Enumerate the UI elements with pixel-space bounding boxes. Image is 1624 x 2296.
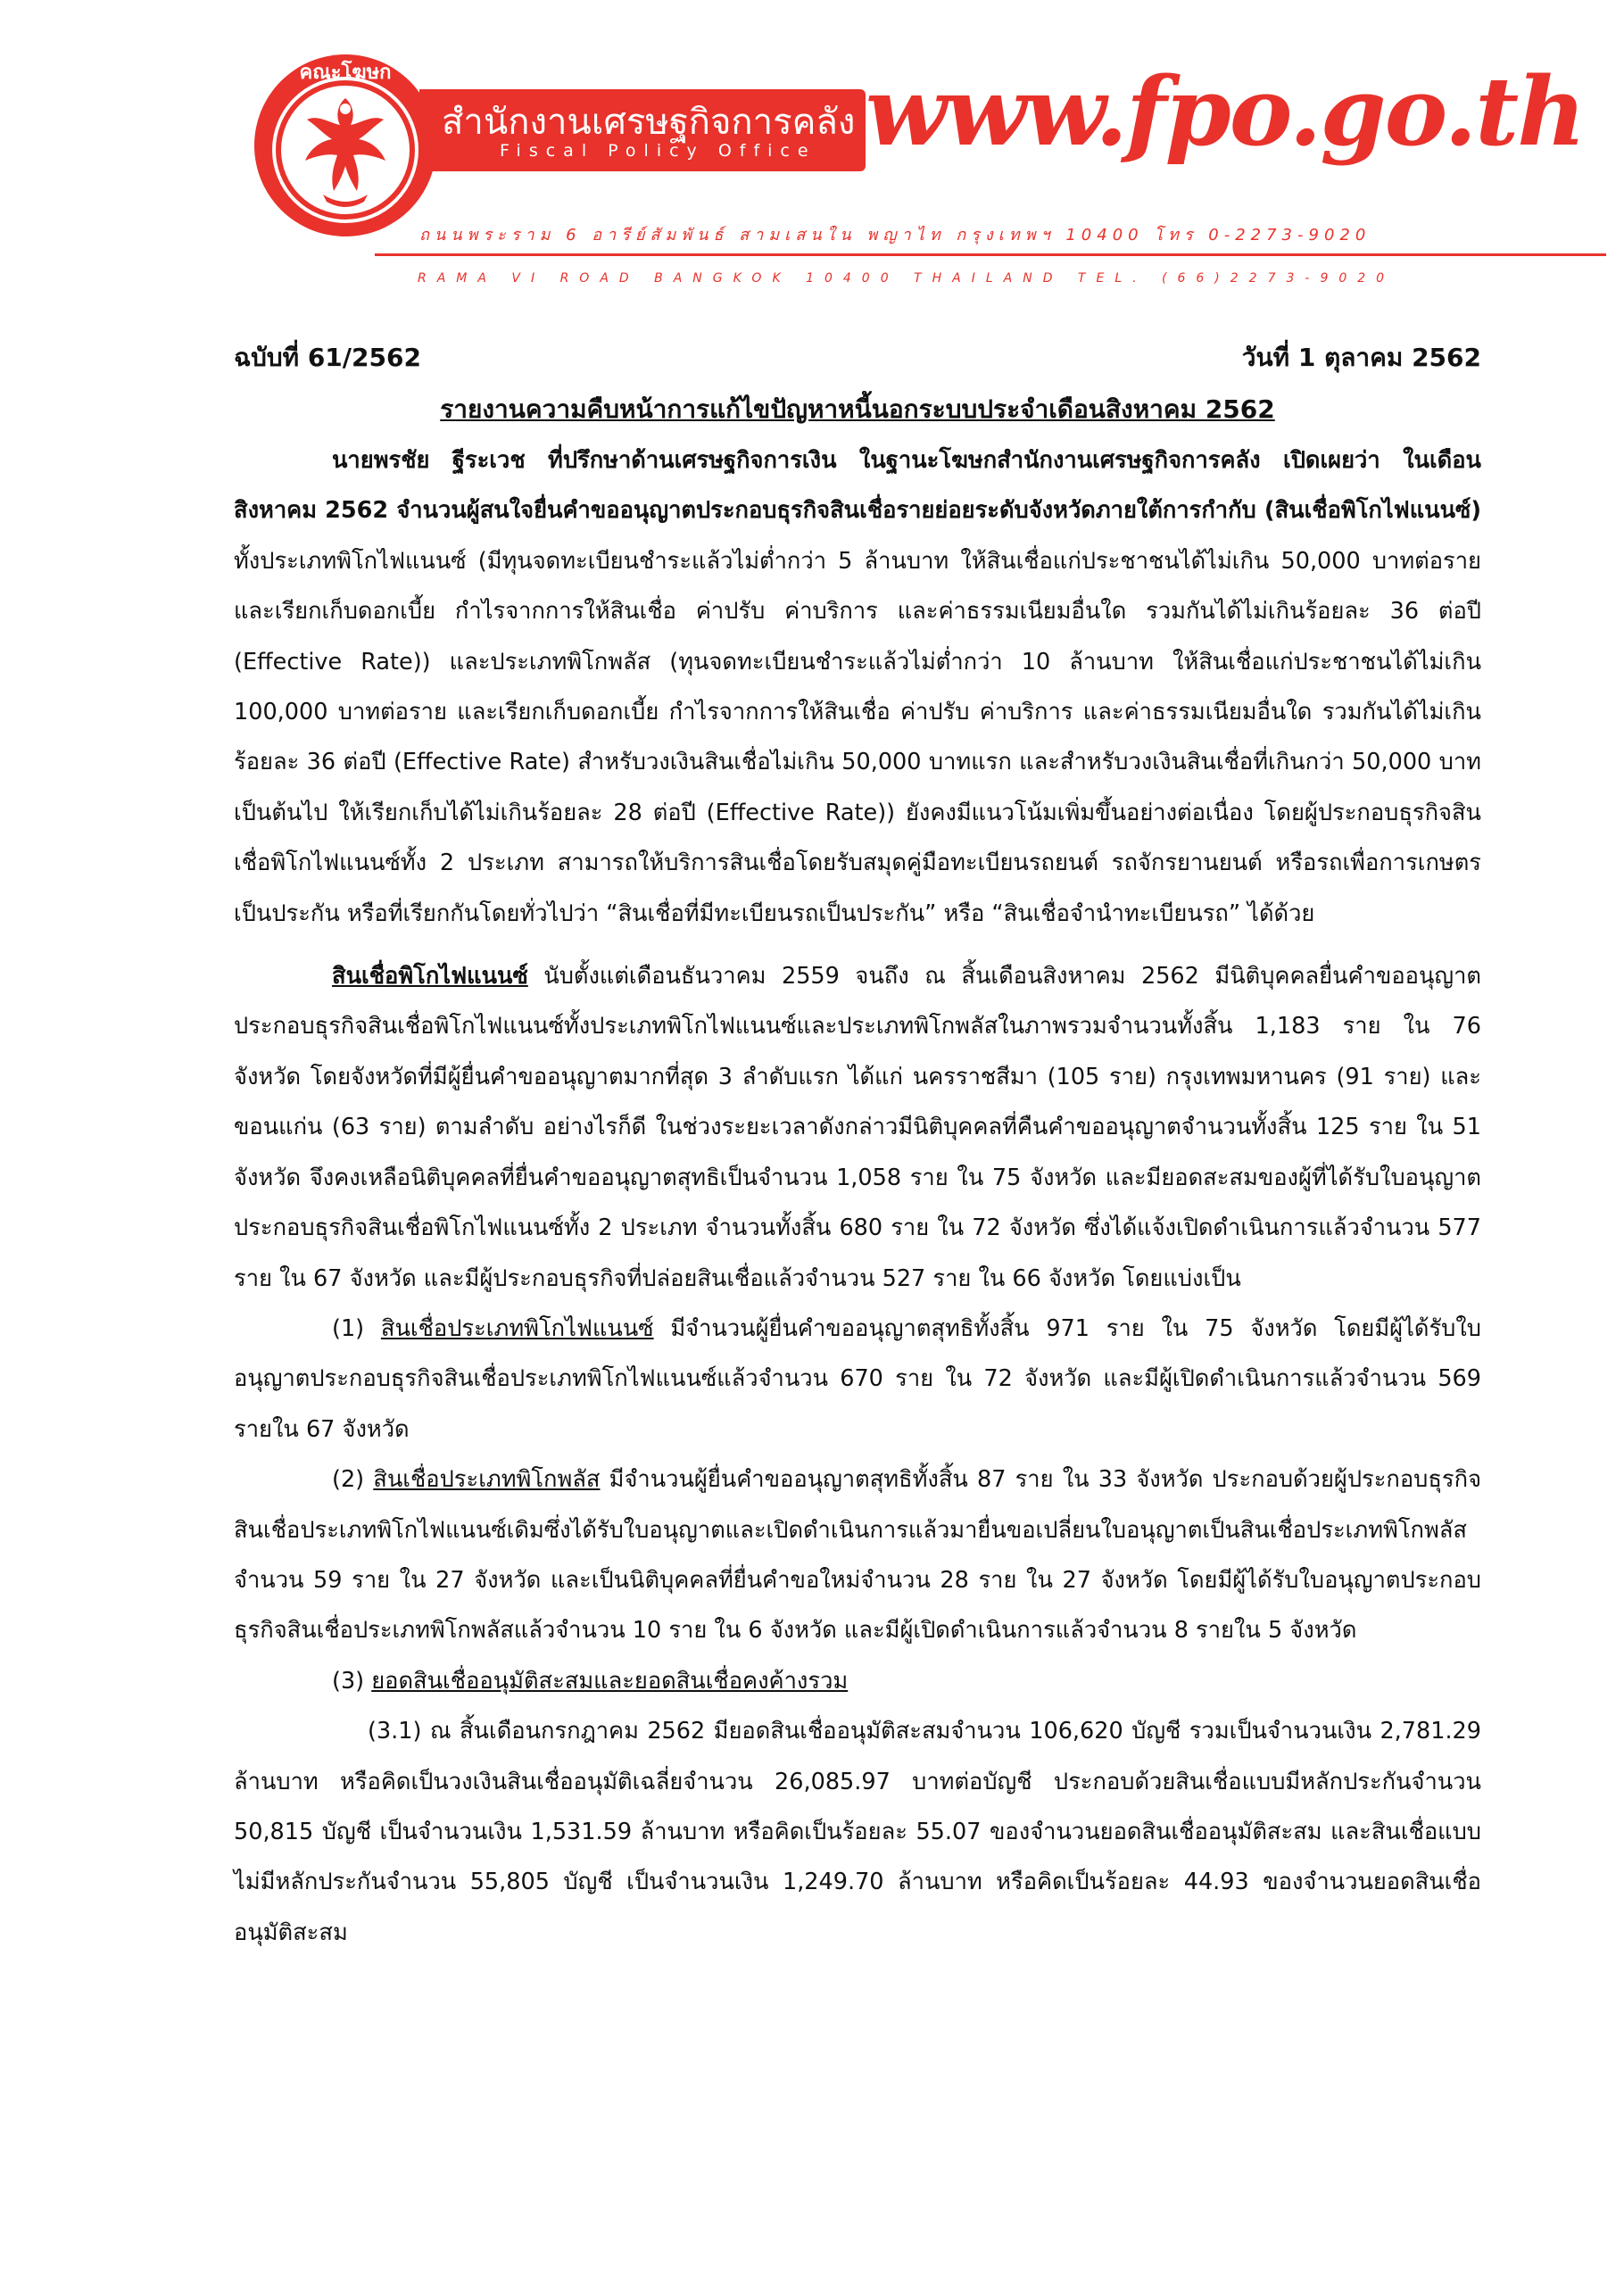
issue-number: ฉบับที่ 61/2562 [234,343,421,372]
pico-finance-heading: สินเชื่อพิโกไฟแนนซ์ [332,963,528,991]
letterhead [0,0,1624,303]
paragraph-pico-finance [234,951,1481,1304]
section-1-text: มีจำนวนผู้ยื่นคำขออนุญาตสุทธิทั้งสิ้น 971 ราย ใน 75 จังหวัด โดยมีผู้ได้รับใบอนุญาตประกอบธุรกิจสินเชื่อประเภทพิโกไฟแนนซ์แล้วจำนวน 670 ราย ใน 72 จังหวัด และมีผู้เปิดดำเนินการแล้วจำนวน 569 รายใน 67 จังหวัด [234,1314,1481,1443]
section-2-text: มีจำนวนผู้ยื่นคำขออนุญาตสุทธิทั้งสิ้น 87 ราย ใน 33 จังหวัด ประกอบด้วยผู้ประกอบธุรกิจสินเชื่อประเภทพิโกไฟแนนซ์เดิมซึ่งได้รับใบอนุญาตและเปิดดำเนินการแล้วมายื่นขอเปลี่ยนใบอนุญาตเป็นสินเชื่อประเภทพิโกพลัส จำนวน 59 ราย ใน 27 จังหวัด และเป็นนิติบุคคลที่ยื่นคำขอใหม่จำนวน 28 ราย ใน 27 จังหวัด โดยมีผู้ได้รับใบอนุญาตประกอบธุรกิจสินเชื่อประเภทพิโกพลัสแล้วจำนวน 10 ราย ใน 6 จังหวัด และมีผู้เปิดดำเนินการแล้วจำนวน 8 รายใน 5 จังหวัด [234,1466,1482,1645]
issue-date: วันที่ 1 ตุลาคม 2562 [1241,343,1481,372]
paragraph-section-3-1 [234,1706,1481,1958]
issue-meta-row [234,332,1481,384]
paragraph-section-1 [234,1304,1481,1455]
website-url[interactable]: www.fpo.go.th [866,55,1585,167]
address-english: RAMA VI ROAD BANGKOK 10400 THAILAND TEL. (66)2273-9020 [418,271,1396,286]
seal-text: คณะโฆษก [299,62,392,84]
section-3-number: (3) [332,1667,372,1695]
pico-finance-text: นับตั้งแต่เดือนธันวาคม 2559 จนถึง ณ สิ้นเดือนสิงหาคม 2562 มีนิติบุคคลยื่นคำขออนุญาตประกอบธุรกิจสินเชื่อพิโกไฟแนนซ์ทั้งประเภทพิโกไฟแนนซ์และประเภทพิโกพลัสในภาพรวมจำนวนทั้งสิ้น 1,183 ราย ใน 76 จังหวัด โดยจังหวัดที่มีผู้ยื่นคำขออนุญาตมากที่สุด 3 ลำดับแรก ได้แก่ นครราชสีมา (105 ราย) กรุงเทพมหานคร (91 ราย) และขอนแก่น (63 ราย) ตามลำดับ อย่างไรก็ดี ในช่วงระยะเวลาดังกล่าวมีนิติบุคคลที่คืนคำขออนุญาตจำนวนทั้งสิ้น 125 ราย ใน 51 จังหวัด จึงคงเหลือนิติบุคคลที่ยื่นคำขออนุญาตสุทธิเป็นจำนวน 1,058 ราย ใน 75 จังหวัด และมียอดสะสมของผู้ที่ได้รับใบอนุญาตประกอบธุรกิจสินเชื่อพิโกไฟแนนซ์ทั้ง 2 ประเภท จำนวนทั้งสิ้น 680 ราย ใน 72 จังหวัด ซึ่งได้แจ้งเปิดดำเนินการแล้วจำนวน 577 ราย ใน 67 จังหวัด และมีผู้ประกอบธุรกิจที่ปล่อยสินเชื่อแล้วจำนวน 527 ราย ใน 66 จังหวัด โดยแบ่งเป็น [234,963,1481,1292]
address-thai: ถนนพระราม 6 อารีย์สัมพันธ์ สามเสนใน พญาไท กรุงเทพฯ 10400 โทร 0-2273-9020 [419,226,1371,245]
section-1-heading: สินเชื่อประเภทพิโกไฟแนนซ์ [380,1314,654,1342]
document-title: รายงานความคืบหน้าการแก้ไขปัญหาหนี้นอกระบบประจำเดือนสิงหาคม 2562 [440,394,1275,424]
paragraph-intro [234,435,1481,939]
section-3-1-text: (3.1) ณ สิ้นเดือนกรกฎาคม 2562 มียอดสินเชื่ออนุมัติสะสมจำนวน 106,620 บัญชี รวมเป็นจำนวนเงิน 2,781.29 ล้านบาท หรือคิดเป็นวงเงินสินเชื่ออนุมัติเฉลี่ยจำนวน 26,085.97 บาทต่อบัญชี ประกอบด้วยสินเชื่อแบบมีหลักประกันจำนวน 50,815 บัญชี เป็นจำนวนเงิน 1,531.59 ล้านบาท หรือคิดเป็นร้อยละ 55.07 ของจำนวนยอดสินเชื่ออนุมัติสะสม และสินเชื่อแบบไม่มีหลักประกันจำนวน 55,805 บัญชี เป็นจำนวนเงิน 1,249.70 ล้านบาท หรือคิดเป็นร้อยละ 44.93 ของจำนวนยอดสินเชื่ออนุมัติสะสม [234,1718,1481,1946]
intro-bold-text: นายพรชัย ฐีระเวช ที่ปรึกษาด้านเศรษฐกิจการเงิน ในฐานะโฆษกสำนักงานเศรษฐกิจการคลัง เปิดเผยว่า ในเดือนสิงหาคม 2562 จำนวนผู้สนใจยื่นคำขออนุญาตประกอบธุรกิจสินเชื่อรายย่อยระดับจังหวัดภายใต้การกำกับ (สินเชื่อพิโกไฟแนนซ์) [234,447,1481,525]
press-release-body [234,332,1481,1958]
org-name-thai: สำนักงานเศรษฐกิจการคลัง [442,102,856,143]
section-1-number: (1) [332,1314,381,1342]
org-name-english: Fiscal Policy Office [500,141,816,161]
header-divider [375,253,1606,256]
garuda-seal-logo [252,52,439,239]
intro-text: ทั้งประเภทพิโกไฟแนนซ์ (มีทุนจดทะเบียนชำระแล้วไม่ต่ำกว่า 5 ล้านบาท ให้สินเชื่อแก่ประชาชนได้ไม่เกิน 50,000 บาทต่อราย และเรียกเก็บดอกเบี้ย กำไรจากการให้สินเชื่อ ค่าปรับ ค่าบริการ และค่าธรรมเนียมอื่นใด รวมกันได้ไม่เกินร้อยละ 36 ต่อปี (Effective Rate)) และประเภทพิโกพลัส (ทุนจดทะเบียนชำระแล้วไม่ต่ำกว่า 10 ล้านบาท ให้สินเชื่อแก่ประชาชนได้ไม่เกิน 100,000 บาทต่อราย และเรียกเก็บดอกเบี้ย กำไรจากการให้สินเชื่อ ค่าปรับ ค่าบริการ และค่าธรรมเนียมอื่นใด รวมกันได้ไม่เกินร้อยละ 36 ต่อปี (Effective Rate) สำหรับวงเงินสินเชื่อไม่เกิน 50,000 บาทแรก และสำหรับวงเงินสินเชื่อที่เกินกว่า 50,000 บาทเป็นต้นไป ให้เรียกเก็บได้ไม่เกินร้อยละ 28 ต่อปี (Effective Rate)) ยังคงมีแนวโน้มเพิ่มขึ้นอย่างต่อเนื่อง โดยผู้ประกอบธุรกิจสินเชื่อพิโกไฟแนนซ์ทั้ง 2 ประเภท สามารถให้บริการสินเชื่อโดยรับสมุดคู่มือทะเบียนรถยนต์ รถจักรยานยนต์ หรือรถเพื่อการเกษตรเป็นประกัน หรือที่เรียกกันโดยทั่วไปว่า “สินเชื่อที่มีทะเบียนรถเป็นประกัน” หรือ “สินเชื่อจำนำทะเบียนรถ” ได้ด้วย [234,547,1481,927]
section-2-heading: สินเชื่อประเภทพิโกพลัส [373,1466,601,1494]
paragraph-section-2 [234,1455,1481,1656]
paragraph-section-3 [234,1656,1481,1706]
section-3-heading: ยอดสินเชื่ออนุมัติสะสมและยอดสินเชื่อคงค้างรวม [371,1667,849,1695]
section-2-number: (2) [332,1466,374,1494]
